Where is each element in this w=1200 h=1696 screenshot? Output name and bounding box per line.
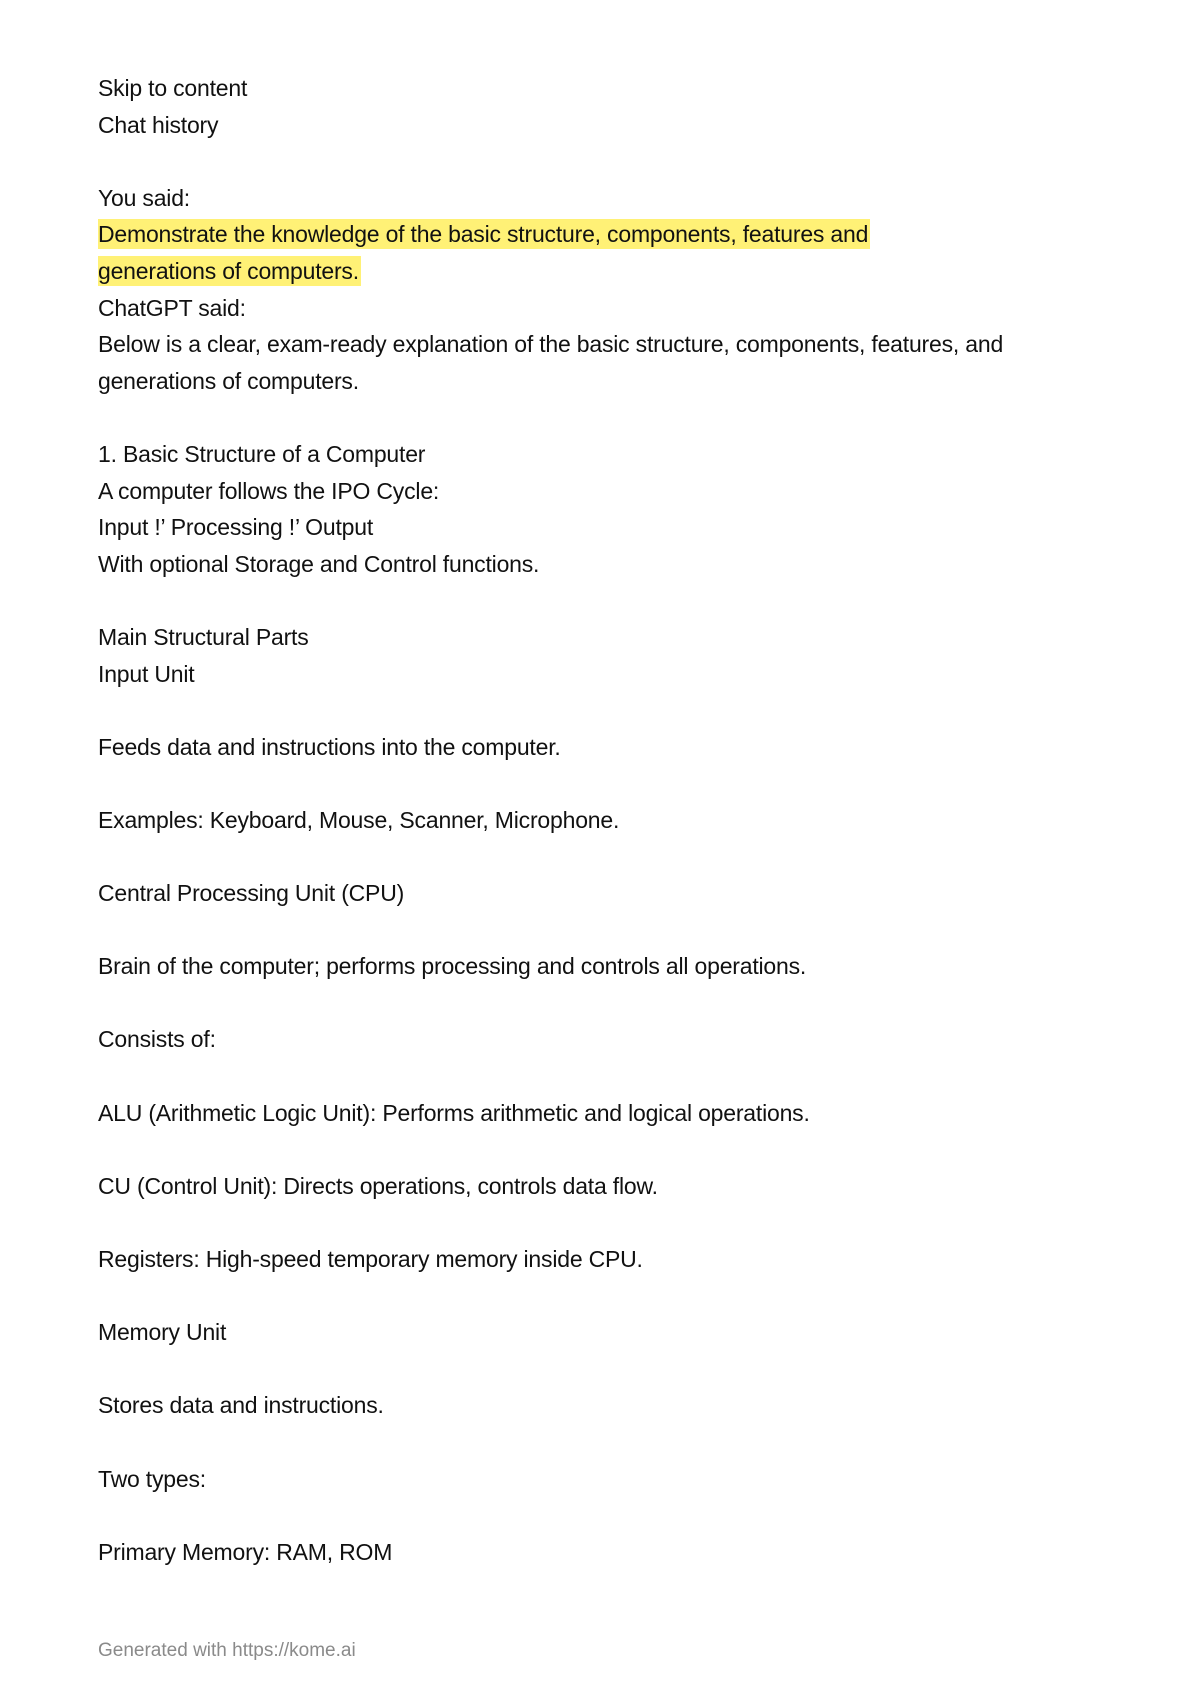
cpu-description: Brain of the computer; performs processing and controls all operations. (98, 953, 807, 980)
you-said-label: You said: (98, 184, 190, 211)
input-unit-examples: Examples: Keyboard, Mouse, Scanner, Microphone. (98, 806, 620, 833)
highlighted-prompt-text: Demonstrate the knowledge of the basic structure, components, features and (98, 221, 869, 248)
chat-history-label: Chat history (98, 111, 219, 138)
spacer (98, 143, 1118, 180)
subsection-heading: Main Structural Parts (98, 623, 309, 650)
spacer (98, 1204, 1118, 1241)
skip-to-content-link[interactable]: Skip to content (98, 75, 248, 101)
section-heading: 1. Basic Structure of a Computer (98, 440, 426, 467)
answer-intro-line-1: Below is a clear, exam-ready explanation of the basic structure, components, features, and (98, 331, 1004, 358)
highlighted-prompt-text: generations of computers. (98, 257, 359, 284)
spacer (98, 692, 1118, 729)
memory-unit-heading: Memory Unit (98, 1319, 227, 1346)
ipo-flow: Input !’ Processing !’ Output (98, 514, 374, 541)
spacer (98, 582, 1118, 619)
document-page (98, 70, 1118, 1570)
ipo-optional: With optional Storage and Control functions. (98, 550, 540, 577)
memory-description: Stores data and instructions. (98, 1392, 384, 1419)
user-prompt-line-1 (98, 216, 1118, 253)
spacer (98, 1424, 1118, 1461)
spacer (98, 1278, 1118, 1315)
spacer (98, 912, 1118, 949)
cu-item: CU (Control Unit): Directs operations, controls data flow. (98, 1172, 658, 1199)
input-unit-heading: Input Unit (98, 660, 195, 687)
spacer (98, 1058, 1118, 1095)
consists-of-label: Consists of: (98, 1026, 216, 1053)
chatgpt-said-label: ChatGPT said: (98, 294, 246, 321)
spacer (98, 765, 1118, 802)
ipo-intro: A computer follows the IPO Cycle: (98, 477, 440, 504)
footer-generated-with: Generated with https://kome.ai (98, 1640, 356, 1661)
spacer (98, 1351, 1118, 1388)
cpu-heading: Central Processing Unit (CPU) (98, 880, 405, 907)
spacer (98, 985, 1118, 1022)
user-prompt-line-2 (98, 253, 1118, 290)
answer-intro-line-2: generations of computers. (98, 367, 359, 394)
spacer (98, 1131, 1118, 1168)
alu-item: ALU (Arithmetic Logic Unit): Performs arithmetic and logical operations. (98, 1099, 810, 1126)
two-types-label: Two types: (98, 1465, 206, 1492)
spacer (98, 1497, 1118, 1534)
registers-item: Registers: High-speed temporary memory inside CPU. (98, 1246, 643, 1272)
spacer (98, 838, 1118, 875)
input-unit-description: Feeds data and instructions into the computer. (98, 733, 561, 760)
primary-memory-item: Primary Memory: RAM, ROM (98, 1538, 393, 1565)
spacer (98, 399, 1118, 436)
